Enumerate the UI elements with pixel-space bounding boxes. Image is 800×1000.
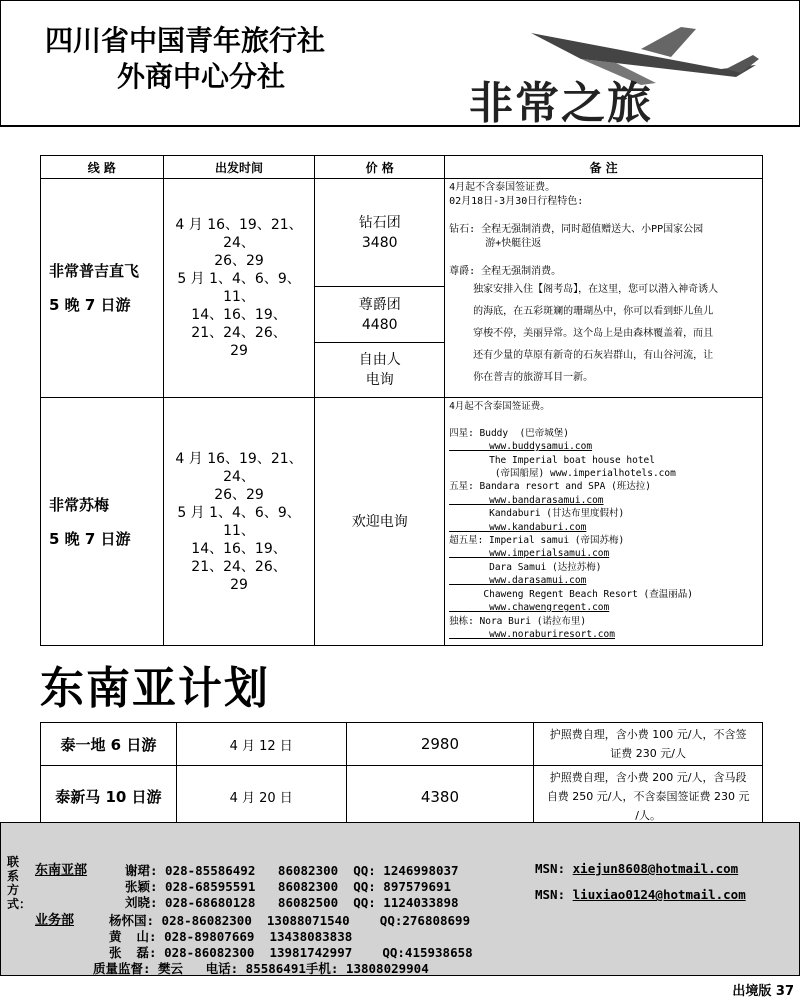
price-label: 钻石团 xyxy=(358,214,401,231)
note-line: 4月起不含泰国签证费。 xyxy=(449,401,550,412)
note-line: 02月18日-3月30日行程特色: xyxy=(449,196,584,207)
date-line: 4 月 16、19、21、24、 xyxy=(175,217,303,251)
date-line: 5 月 1、4、6、9、11、 xyxy=(177,271,301,305)
price-cell xyxy=(315,343,445,398)
header xyxy=(0,0,800,127)
note-line: 你在普吉的旅游耳目一新。 xyxy=(449,372,594,383)
notes-cell xyxy=(445,179,763,398)
contact-footer xyxy=(0,822,800,976)
note-line: 的海底，在五彩斑斓的珊瑚丛中，你可以看到虾儿鱼儿 xyxy=(449,306,714,317)
sea-note-line: 护照费自理，含小费 100 元/人，不含签 xyxy=(549,728,747,741)
contact-line: 张 磊: 028-86082300 13981742997 QQ:415938658 xyxy=(109,945,473,960)
sea-date: 4 月 20 日 xyxy=(176,766,346,828)
price-value: 4480 xyxy=(361,316,398,333)
date-line: 29 xyxy=(230,343,248,359)
date-line: 21、24、26、 xyxy=(191,558,287,575)
note-line: The Imperial boat house hotel xyxy=(449,454,655,466)
contact-line: 张颖: 028-68595591 86082300 QQ: 897579691 xyxy=(125,879,452,894)
note-link[interactable]: www.imperialsamui.com xyxy=(449,548,610,560)
sea-price: 4380 xyxy=(346,766,534,828)
date-line: 29 xyxy=(230,576,248,593)
note-link[interactable]: www.darasamui.com xyxy=(449,575,587,587)
notes-cell xyxy=(445,398,763,646)
section-title: 东南亚计划 xyxy=(40,663,270,714)
note-line: 钻石: 全程无强制消费，同时超值赠送大、小PP国家公园 xyxy=(449,224,704,235)
msn-label: MSN: xyxy=(535,861,573,876)
table-row xyxy=(41,766,763,828)
sea-tour-table xyxy=(40,722,763,828)
sea-note xyxy=(534,766,763,828)
date-line: 4 月 16、19、21、24、 xyxy=(175,450,303,485)
table-header-row xyxy=(41,156,763,179)
msn-link[interactable]: xiejun8608@hotmail.com xyxy=(572,861,739,876)
route-cell xyxy=(41,398,164,646)
slogan: 非常之旅 xyxy=(469,78,653,129)
price-label: 自由人 xyxy=(358,352,401,368)
sea-route: 泰新马 10 日游 xyxy=(41,766,177,828)
date-cell xyxy=(163,179,315,398)
sea-note-line: /人。 xyxy=(635,809,662,822)
contact-line: 刘晓: 028-68680128 86082500 QQ: 1124033898 xyxy=(125,895,459,910)
sea-note-line: 自费 250 元/人，不含泰国签证费 230 元 xyxy=(546,790,750,803)
price-cell xyxy=(315,179,445,287)
contact-line: 杨怀国: 028-86082300 13088071540 QQ:276808699 xyxy=(109,913,471,928)
note-line xyxy=(449,209,758,223)
sea-date: 4 月 12 日 xyxy=(176,723,346,766)
dept-southeast-asia: 东南亚部 xyxy=(35,863,88,878)
note-line: Dara Samui (达拉苏梅) xyxy=(449,561,602,573)
note-line: 五星: Bandara resort and SPA (班达拉) xyxy=(449,481,652,493)
note-line: 独栋: Nora Buri (诺拉布里) xyxy=(449,615,587,627)
note-line xyxy=(449,413,758,426)
price-label: 尊爵团 xyxy=(358,296,401,313)
date-line: 26、29 xyxy=(214,253,264,269)
note-line: Kandaburi (甘达布里度假村) xyxy=(449,508,625,520)
sea-price: 2980 xyxy=(346,723,534,766)
sea-note xyxy=(534,723,763,766)
route-name: 非常普吉直飞 xyxy=(49,262,140,280)
sea-route: 泰一地 6 日游 xyxy=(41,723,177,766)
table-row xyxy=(41,723,763,766)
route-cell xyxy=(41,179,164,398)
route-duration: 5 晚 7 日游 xyxy=(49,296,131,314)
note-link[interactable]: www.bandarasamui.com xyxy=(449,494,604,506)
route-name: 非常苏梅 xyxy=(49,495,110,514)
note-link[interactable]: www.noraburiresort.com xyxy=(449,628,615,640)
note-line: 还有少量的草原有新奇的石灰岩群山，有山谷河流，让 xyxy=(449,350,714,361)
note-line: (帝国船屋) www.imperialhotels.com xyxy=(449,468,676,480)
date-line: 21、24、26、 xyxy=(191,325,287,341)
date-line: 14、16、19、 xyxy=(191,540,287,557)
msn-line xyxy=(535,861,738,876)
contact-line: 谢珺: 028-85586492 86082300 QQ: 1246998037 xyxy=(125,863,459,878)
note-line: 独家安排入住【阁考岛】，在这里，您可以潜入神奇诱人 xyxy=(449,284,719,295)
table-row xyxy=(41,398,763,646)
note-line: 四星: Buddy (巴帝城堡) xyxy=(449,427,569,439)
msn-label: MSN: xyxy=(535,887,573,902)
col-price: 价 格 xyxy=(315,156,445,179)
note-link[interactable]: www.buddysamui.com xyxy=(449,441,593,453)
tour-table xyxy=(40,155,763,646)
col-notes: 备 注 xyxy=(445,156,763,179)
date-line: 5 月 1、4、6、9、11、 xyxy=(177,504,301,539)
col-route: 线 路 xyxy=(41,156,164,179)
price-cell: 欢迎电询 xyxy=(315,398,445,646)
note-line: 超五星: Imperial samui (帝国苏梅) xyxy=(449,535,625,547)
route-duration: 5 晚 7 日游 xyxy=(49,529,131,548)
price-value: 3480 xyxy=(361,234,398,251)
price-cell xyxy=(315,287,445,343)
msn-line xyxy=(535,887,746,902)
date-line: 14、16、19、 xyxy=(191,307,287,323)
contact-label: 联系方式： xyxy=(7,855,32,911)
agency-line1: 四川省中国青年旅行社 xyxy=(45,24,326,57)
col-date: 出发时间 xyxy=(163,156,315,179)
note-line xyxy=(449,251,758,265)
note-line: 4月起不含泰国签证费。 xyxy=(449,182,556,193)
table-row xyxy=(41,179,763,287)
agency-name xyxy=(45,23,325,95)
sea-note-line: 证费 230 元/人 xyxy=(610,747,686,760)
msn-link[interactable]: liuxiao0124@hotmail.com xyxy=(572,887,746,902)
page-number: 出境版 37 xyxy=(732,984,794,999)
note-link[interactable]: www.chawengregent.com xyxy=(449,602,610,614)
note-line: 穿梭不停，美丽异常。这个岛上是由森林覆盖着，而且 xyxy=(449,328,714,339)
price-value: 电询 xyxy=(365,372,394,388)
date-line: 26、29 xyxy=(214,486,264,503)
dept-business: 业务部 xyxy=(35,913,75,928)
sea-note-line: 护照费自理，含小费 200 元/人，含马段 xyxy=(549,771,747,784)
date-cell xyxy=(163,398,315,646)
note-line: Chaweng Regent Beach Resort (查温丽晶) xyxy=(449,588,693,600)
quality-line: 质量监督: 樊云 电话: 85586491手机: 13808029904 xyxy=(93,961,429,976)
note-line: 游+快艇往返 xyxy=(449,238,542,249)
contact-line: 黄 山: 028-89807669 13438083838 xyxy=(109,929,353,944)
agency-line2: 外商中心分社 xyxy=(117,60,286,93)
note-link[interactable]: www.kandaburi.com xyxy=(449,521,587,533)
note-line: 尊爵: 全程无强制消费。 xyxy=(449,266,562,277)
